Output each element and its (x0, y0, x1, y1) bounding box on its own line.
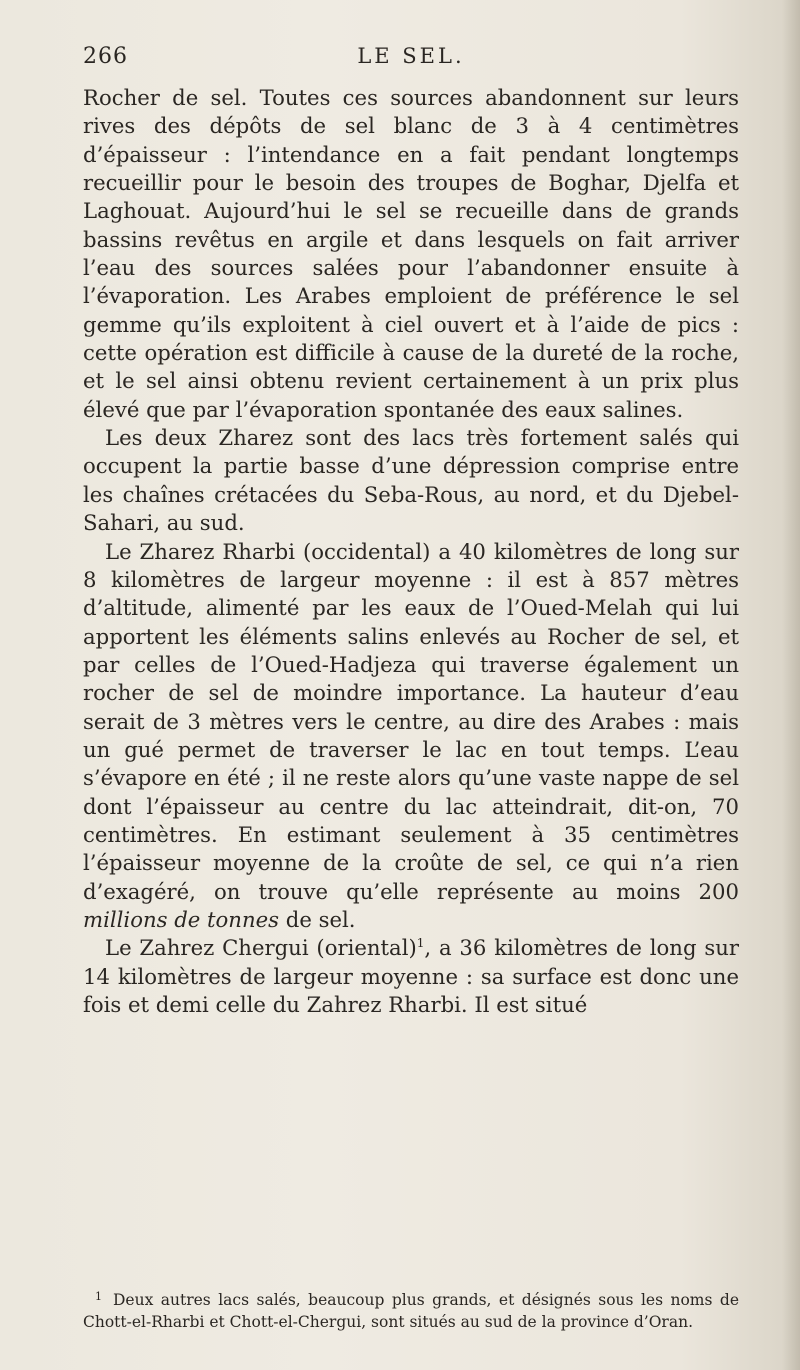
running-title: LE SEL. (357, 44, 465, 68)
page-edge-shadow (782, 0, 800, 1370)
footnote: 1 Deux autres lacs salés, beaucoup plus grands, et désignés sous les noms de Chott-el-Rharbi et Chott-el-Chergui, sont situés au sud de la province d’Oran. (83, 1290, 739, 1331)
paragraph-deux-zharez: Les deux Zharez sont des lacs très fortement salés qui occupent la partie basse d’une dépression comprise entre les chaînes crétacées du Seba-Rous, au nord, et du Djebel-Sahari, au sud. (83, 425, 739, 536)
page-number: 266 (83, 44, 128, 69)
page-header (83, 44, 739, 74)
paragraph-zharez-rharbi-text: Le Zharez Rharbi (occidental) a 40 kilomètres de long sur 8 kilomètres de largeur moyenne : il est à 857 mètres d’altitude, alimenté par les eaux de l’Oued-Melah qui lui apportent les éléments salins enlevés au Rocher de sel, et par celles de l’Oued-Hadjeza qui traverse également un rocher de sel de moindre importance. La hauteur d’eau serait de 3 mètres vers le centre, au dire des Arabes : mais un gué permet de traverser le lac en tout temps. L’eau s’évapore en été ; il ne reste alors qu’une vaste nappe de sel dont l’épaisseur au centre du lac atteindrait, dit-on, 70 centimètres. En estimant seulement à 35 centimètres l’épaisseur moyenne de la croûte de sel, ce qui n’a rien d’exagéré, on trouve qu’elle représente au moins 200 (83, 538, 739, 904)
paragraph-zahrez-chergui-start: Le Zahrez Chergui (oriental) (105, 935, 417, 961)
emphasis-millions-de-tonnes: millions de tonnes (83, 906, 280, 932)
paragraph-rocher-de-sel: Rocher de sel. Toutes ces sources abandonnent sur leurs rives des dépôts de sel blanc de 3 à 4 centimètres d’épaisseur : l’intendance en a fait pendant longtemps recueillir pour le besoin des troupes de Boghar, Djelfa et Laghouat. Aujourd’hui le sel se recueille dans de grands bassins revêtus en argile et dans lesquels on fait arriver l’eau des sources salées pour l’abandonner ensuite à l’évaporation. Les Arabes emploient de préférence le sel gemme qu’ils exploitent à ciel ouvert et à l’aide de pics : cette opération est difficile à cause de la dureté de la roche, et le sel ainsi obtenu revient certainement à un prix plus élevé que par l’évaporation spontanée des eaux salines. (83, 85, 739, 422)
paragraph-zahrez-chergui-text: , a 36 kilomètres de long sur 14 kilomètres de largeur moyenne : sa surface est donc une fois et demi celle du Zahrez Rharbi. Il est situé (83, 935, 739, 1017)
paragraph-zahrez-chergui (83, 934, 739, 1019)
body-text (83, 84, 739, 1019)
footnote-text: Deux autres lacs salés, beaucoup plus grands, et désignés sous les noms de Chott-el-Rharbi et Chott-el-Chergui, sont situés au sud de la province d’Oran. (83, 1291, 739, 1331)
footnote-reference[interactable]: 1 (416, 936, 425, 951)
paragraph-zharez-rharbi (83, 538, 739, 935)
paragraph-zharez-rharbi-end: de sel. (285, 906, 356, 932)
